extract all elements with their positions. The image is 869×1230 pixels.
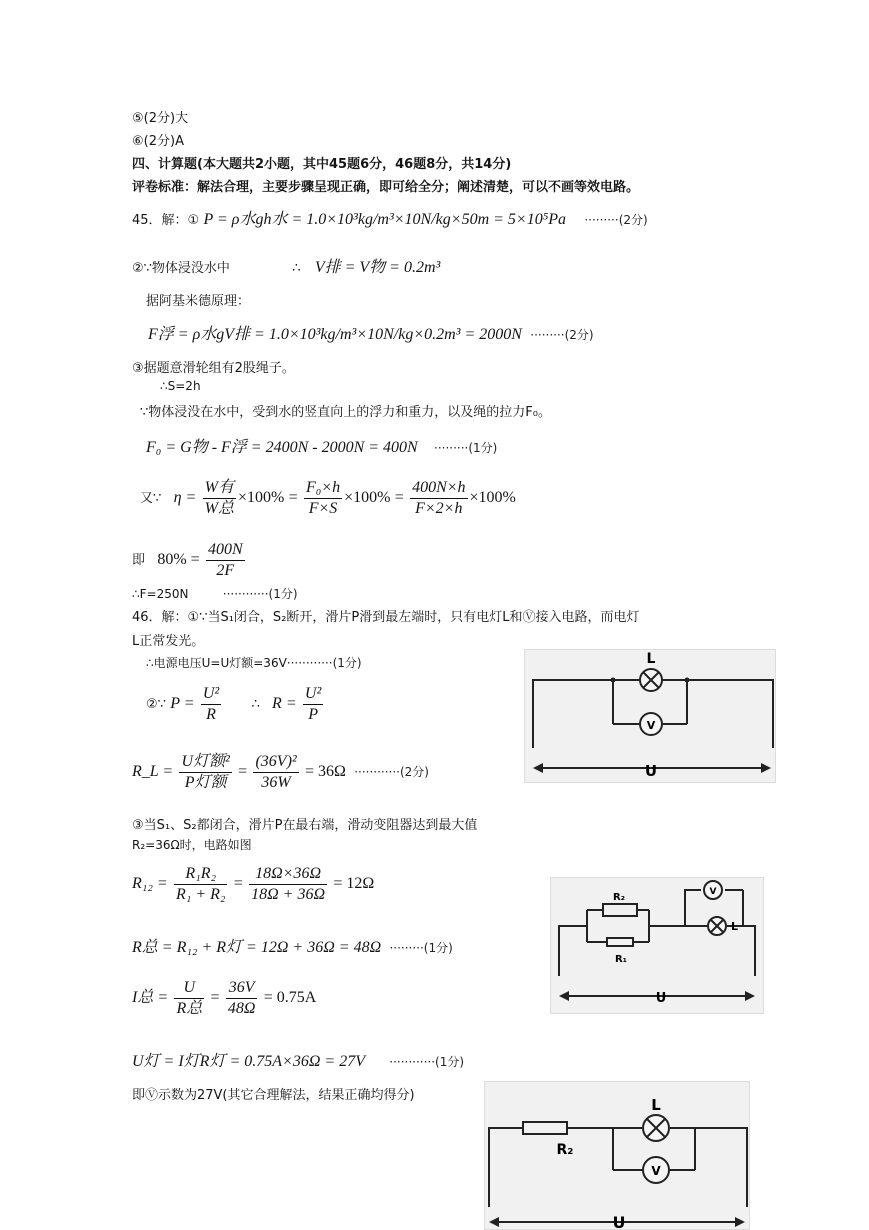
denominator: P	[308, 706, 318, 723]
denominator: 18Ω + 36Ω	[251, 886, 326, 903]
circuit-diagram-3	[484, 1081, 750, 1230]
q45-line2	[132, 254, 440, 277]
numerator: U²	[303, 684, 323, 705]
efficiency-equation	[140, 478, 516, 519]
eighty-percent-lhs: 80% =	[157, 551, 200, 568]
rl-value: = 36Ω	[305, 763, 346, 780]
numerator: R₁R₂	[174, 864, 227, 885]
f-result-line	[132, 585, 298, 602]
parallel-resistance	[132, 864, 374, 905]
archimedes-label: 据阿基米德原理：	[146, 294, 251, 309]
points-label: ·········(1分)	[434, 441, 498, 455]
force-fraction	[206, 540, 245, 581]
value-fraction	[410, 478, 467, 519]
q45-line4	[146, 434, 497, 457]
r2-label: R₂	[612, 892, 626, 903]
points-label: ·········(2分)	[584, 213, 648, 227]
equals-sign: =	[233, 875, 243, 892]
r1-label: R₁	[614, 954, 628, 965]
meter-label: V	[651, 1164, 661, 1178]
lamp-voltage-line	[132, 1048, 464, 1071]
percent-factor: ×100%	[237, 489, 285, 506]
q46-voltage: ∴电源电压U=U灯额=36V	[146, 656, 287, 670]
equals-sign: =	[210, 989, 220, 1006]
points-label: ············(1分)	[286, 656, 362, 670]
q46-intro: 46．解：①∵当S₁闭合，S₂断开，滑片P滑到最左端时，只有电灯L和Ⓥ接入电路，而电灯	[132, 610, 640, 625]
lamp-resistance	[132, 752, 429, 793]
rated-fraction	[179, 752, 231, 793]
i-value: = 0.75A	[263, 989, 317, 1006]
answer-5: ⑤(2分)大	[132, 111, 189, 126]
total-resistance-line	[132, 934, 453, 957]
percent-factor: ×100%	[469, 489, 516, 506]
circuit-diagram-2	[550, 877, 764, 1014]
denominator: R	[206, 706, 216, 723]
buoyancy-equation: F浮 = ρ水gV排 = 1.0×10³kg/m³×10N/kg×0.2m³ = 2000N	[148, 326, 522, 343]
tension-equation: F₀ = G物 - F浮 = 2400N - 2000N = 400N	[146, 439, 418, 456]
symbol-fraction	[174, 978, 204, 1019]
numerator: 36V	[226, 978, 258, 999]
denominator: W总	[204, 500, 234, 517]
numerator: W有	[203, 478, 236, 499]
you-because: 又∵	[140, 491, 162, 506]
denominator: R₁ + R₂	[176, 886, 226, 903]
supply-label: U	[655, 991, 667, 1006]
ji-label: 即	[132, 553, 146, 568]
work-fraction	[203, 478, 236, 519]
q46-step2: ②∵	[146, 697, 166, 712]
denominator: F×2×h	[415, 500, 463, 517]
current-equation	[132, 978, 316, 1019]
denominator: R总	[176, 1000, 203, 1017]
numerator: 18Ω×36Ω	[249, 864, 327, 885]
lamp-label: L	[731, 920, 739, 933]
q45-intro: 45．解：①	[132, 213, 200, 228]
q45-line1	[132, 206, 648, 229]
numerator: U²	[201, 684, 221, 705]
equals-sign: =	[394, 489, 404, 506]
pressure-equation: P = ρ水gh水 = 1.0×10³kg/m³×10N/kg×50m = 5×10⁵Pa	[203, 211, 567, 228]
numerator: (36V)²	[253, 752, 298, 773]
denominator: 48Ω	[227, 1000, 256, 1017]
supply-label: U	[612, 1213, 626, 1229]
numerator: U灯额²	[179, 752, 231, 773]
r-lhs: R =	[272, 695, 297, 712]
lamp-label: L	[646, 651, 656, 667]
points-label: ············(1分)	[389, 1055, 465, 1069]
circuit-2-svg	[551, 878, 763, 1013]
eta-lhs: η =	[173, 489, 197, 506]
value-fraction	[253, 752, 298, 793]
total-resistance: R总 = R₁₂ + R灯 = 12Ω + 36Ω = 48Ω	[132, 939, 382, 956]
numerator: 400N×h	[410, 478, 467, 499]
f-result: ∴F=250N	[132, 587, 189, 601]
equals-sign: =	[238, 763, 248, 780]
eighty-percent-equation	[132, 540, 247, 581]
grading-criteria: 评卷标准：解法合理，主要步骤呈现正确，即可给全分；阐述清楚，可以不画等效电路。	[132, 180, 640, 195]
meter-label: V	[646, 719, 656, 732]
numerator: 400N	[206, 540, 245, 561]
q46-step3: ③当S₁、S₂都闭合，滑片P在最右端，滑动变阻器达到最大值	[132, 818, 478, 833]
percent-factor: ×100%	[344, 489, 391, 506]
power-fraction	[201, 684, 221, 725]
q46-voltage-line	[146, 654, 362, 671]
answer-6: ⑥(2分)A	[132, 134, 184, 149]
power-formula	[146, 684, 325, 725]
therefore-symbol: ∴	[292, 261, 301, 276]
value-fraction	[226, 978, 258, 1019]
points-label: ·········(2分)	[530, 328, 594, 342]
s-equation: ∴S=2h	[160, 379, 201, 393]
numerator: F₀×h	[304, 478, 342, 499]
points-label: ·········(1分)	[389, 941, 453, 955]
q46-final: 即Ⓥ示数为27V(其它合理解法，结果正确均得分)	[132, 1088, 415, 1103]
volume-equation: V排 = V物 = 0.2m³	[314, 259, 441, 276]
q45-step2: ②∵物体浸没水中	[132, 261, 230, 276]
r12-lhs: R₁₂ =	[132, 875, 168, 892]
q46-r2: R₂=36Ω时，电路如图	[132, 838, 252, 852]
equals-sign: =	[288, 489, 298, 506]
denominator: P灯额	[184, 774, 227, 791]
p-lhs: P =	[170, 695, 195, 712]
numerator: U	[174, 978, 204, 999]
value-fraction	[249, 864, 327, 905]
q45-line3	[148, 321, 594, 344]
lamp-voltage: U灯 = I灯R灯 = 0.75A×36Ω = 27V	[132, 1053, 365, 1070]
circuit-1-svg	[525, 650, 775, 782]
points-label: ············(2分)	[354, 765, 429, 779]
section-title: 四、计算题(本大题共2小题，其中45题6分，46题8分，共14分)	[132, 157, 512, 172]
i-lhs: I总 =	[132, 989, 169, 1006]
r12-value: = 12Ω	[333, 875, 375, 892]
q45-forces: ∵物体浸没在水中，受到水的竖直向上的浮力和重力，以及绳的拉力F₀。	[140, 405, 551, 420]
denominator: 36W	[261, 774, 291, 791]
supply-label: U	[644, 762, 658, 780]
q45-step3: ③据题意滑轮组有2股绳子。	[132, 361, 295, 376]
symbol-fraction	[174, 864, 227, 905]
therefore-symbol: ∴	[251, 697, 260, 712]
denominator: 2F	[216, 562, 235, 579]
r2-label: R₂	[556, 1142, 574, 1158]
meter-label: V	[709, 887, 717, 897]
circuit-3-svg	[485, 1082, 749, 1229]
lamp-label: L	[651, 1096, 661, 1114]
denominator: F×S	[308, 500, 338, 517]
force-fraction	[304, 478, 342, 519]
points-label: ············(1分)	[222, 587, 298, 601]
q46-intro-cont: L正常发光。	[132, 634, 205, 649]
resistance-fraction	[303, 684, 323, 725]
circuit-diagram-1	[524, 649, 776, 783]
rl-lhs: R_L =	[132, 763, 174, 780]
